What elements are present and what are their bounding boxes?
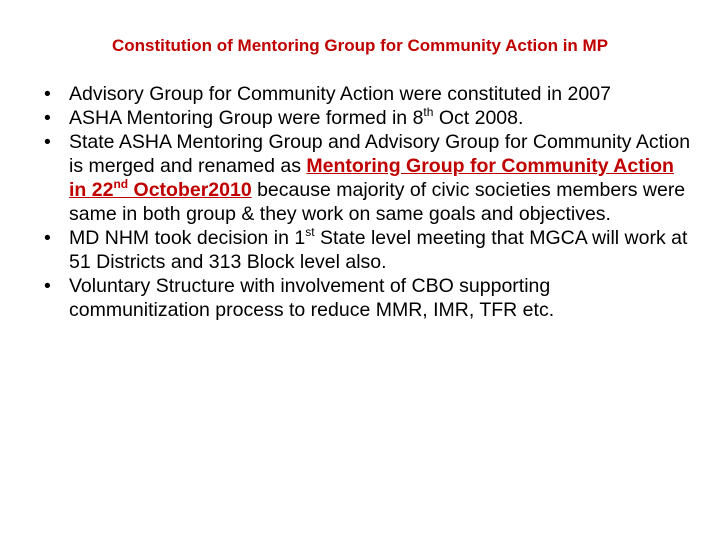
bullet-text-1: Advisory Group for Community Action were constituted in 2007 (69, 83, 611, 105)
slide-title: Constitution of Mentoring Group for Community Action in MP (111, 36, 609, 55)
bullet-item-4 (44, 226, 694, 274)
bullet-item-1 (44, 82, 694, 106)
bullet-text-2-sup: th (423, 104, 434, 119)
bullet-text-4-pre: MD NHM took decision in 1 (69, 227, 306, 249)
bullet-text-3-post: because majority of civic societies members were same in both group & they work on same goals and objectives. (69, 179, 686, 225)
bullet-item-5 (44, 274, 694, 322)
bullet-item-2 (44, 106, 694, 130)
bullet-text-5: Voluntary Structure with involvement of CBO supporting communitization process to reduce MMR, IMR, TFR etc. (69, 275, 555, 321)
bullet-text-3-highlight-pre: Mentoring Group for Community Action in 22 (69, 155, 674, 201)
bullet-text-2-post: Oct 2008. (433, 107, 524, 129)
bullet-text-3-pre: State ASHA Mentoring Group and Advisory Group for Community Action is merged and renamed as (69, 131, 691, 177)
bullet-text-4-post: State level meeting that MGCA will work at 51 Districts and 313 Block level also. (69, 227, 688, 273)
bullet-text-3-highlight-post: October2010 (128, 179, 252, 201)
bullet-list (44, 82, 694, 322)
bullet-text-4-sup: st (305, 224, 315, 239)
bullet-item-3 (44, 130, 694, 226)
bullet-text-2-pre: ASHA Mentoring Group were formed in 8 (69, 107, 424, 129)
bullet-text-3-highlight-sup: nd (113, 176, 129, 191)
